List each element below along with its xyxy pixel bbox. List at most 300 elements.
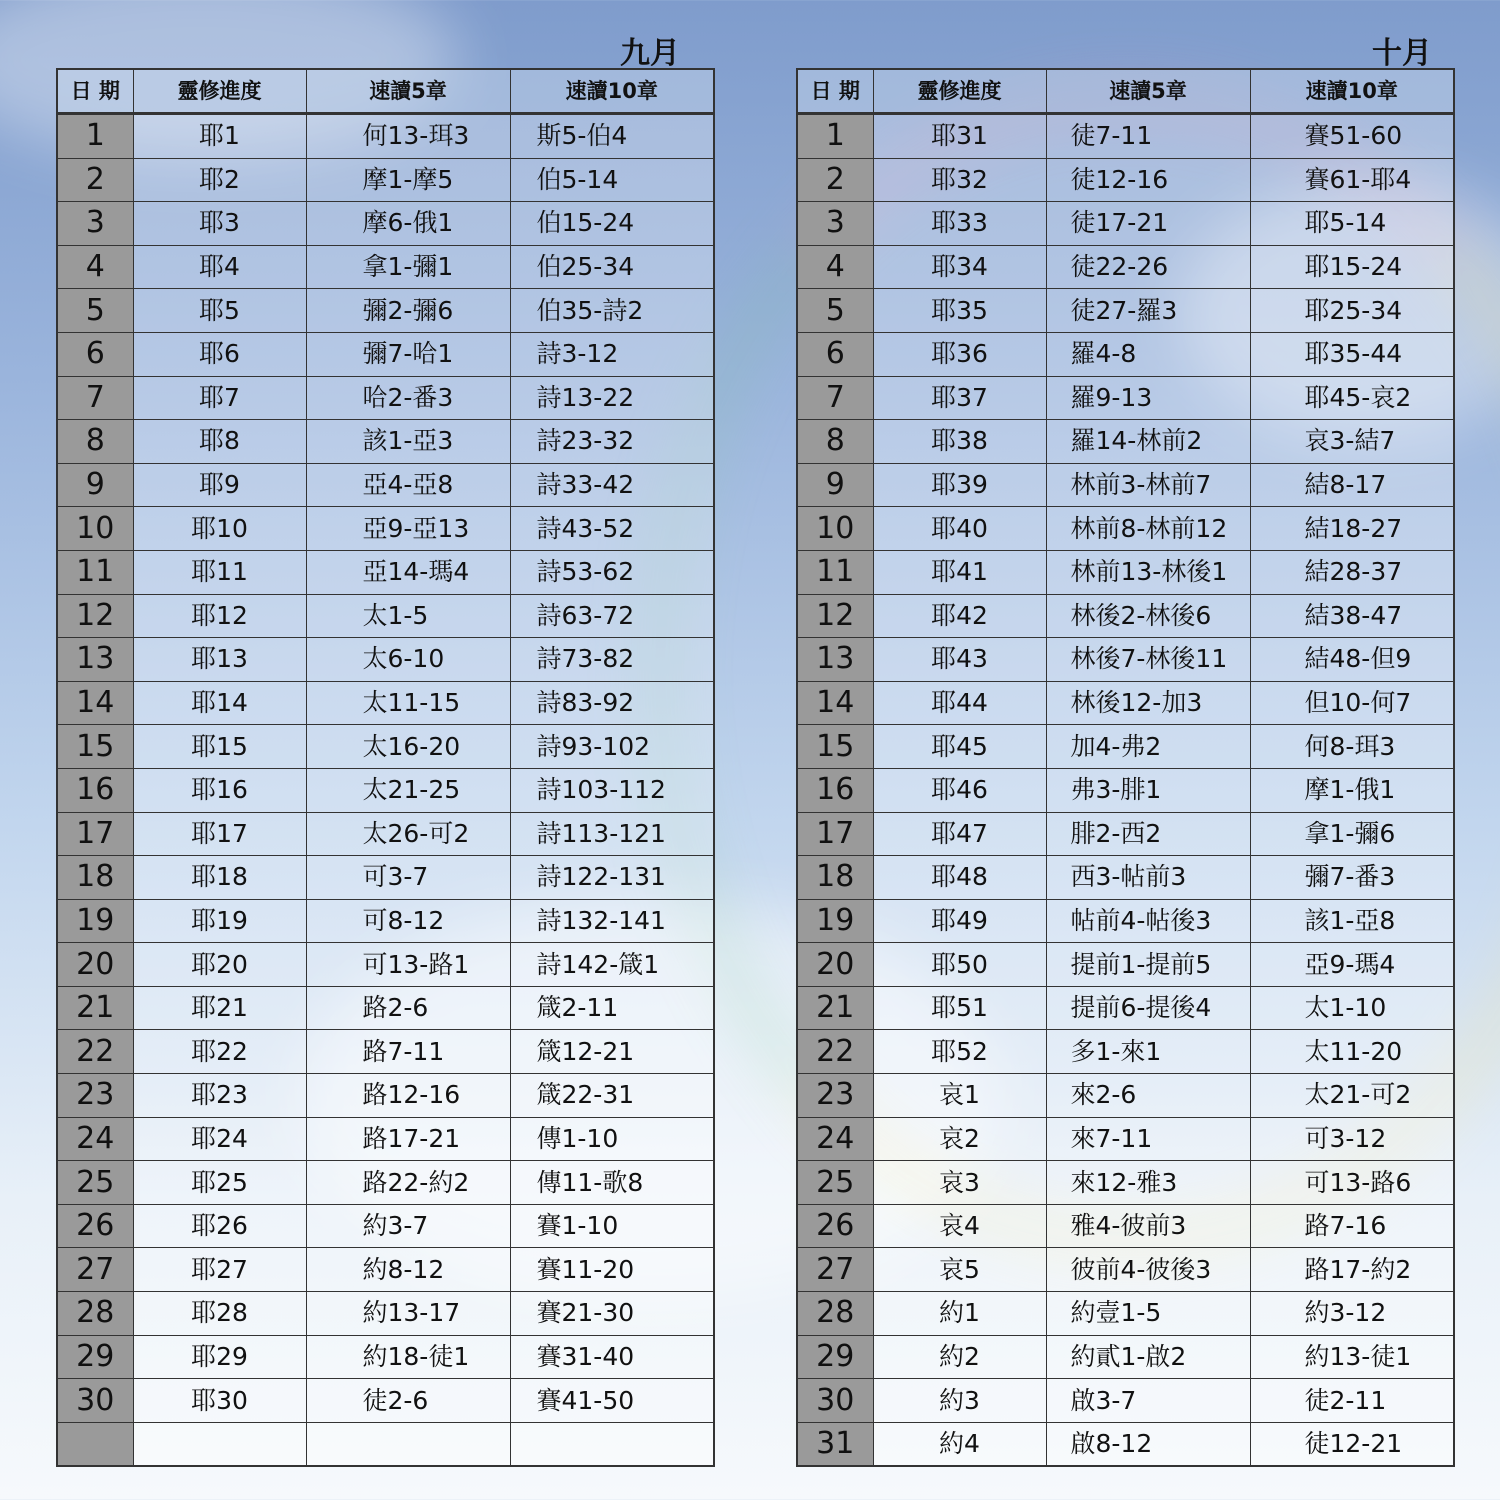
speed-read-5-cell: 太16-20	[306, 725, 510, 769]
speed-read-10-cell: 彌7-番3	[1250, 856, 1454, 900]
speed-read-10-cell: 詩73-82	[510, 638, 714, 682]
speed-read-5-cell: 亞14-瑪4	[306, 550, 510, 594]
day-cell: 4	[57, 245, 133, 289]
speed-read-10-cell: 斯5-伯4	[510, 114, 714, 159]
table-row	[797, 1117, 1454, 1161]
day-cell: 11	[797, 550, 873, 594]
table-row	[797, 1204, 1454, 1248]
day-cell: 6	[57, 332, 133, 376]
speed-read-10-cell: 結48-但9	[1250, 638, 1454, 682]
day-cell: 30	[57, 1379, 133, 1423]
speed-read-5-cell: 林後7-林後11	[1046, 638, 1250, 682]
speed-read-5-cell: 羅4-8	[1046, 332, 1250, 376]
table-row	[797, 158, 1454, 202]
table-row	[57, 943, 714, 987]
devotion-progress-cell: 耶26	[133, 1204, 306, 1248]
devotion-progress-cell: 耶36	[873, 332, 1046, 376]
speed-read-5-cell: 亞4-亞8	[306, 463, 510, 507]
table-row	[797, 1161, 1454, 1205]
day-cell: 29	[797, 1335, 873, 1379]
devotion-progress-cell: 耶7	[133, 376, 306, 420]
day-cell: 7	[57, 376, 133, 420]
day-cell: 20	[797, 943, 873, 987]
devotion-progress-cell: 耶43	[873, 638, 1046, 682]
day-cell: 7	[797, 376, 873, 420]
day-cell: 13	[57, 638, 133, 682]
speed-read-5-cell: 該1-亞3	[306, 420, 510, 464]
devotion-progress-cell	[133, 1422, 306, 1466]
devotion-progress-cell: 耶41	[873, 550, 1046, 594]
day-cell: 16	[57, 768, 133, 812]
speed-read-10-cell: 約3-12	[1250, 1292, 1454, 1336]
speed-read-10-cell: 傳11-歌8	[510, 1161, 714, 1205]
day-cell: 31	[797, 1422, 873, 1466]
day-cell: 1	[797, 114, 873, 159]
speed-read-5-cell: 可8-12	[306, 899, 510, 943]
devotion-progress-cell: 耶40	[873, 507, 1046, 551]
table-row	[57, 986, 714, 1030]
day-cell: 19	[57, 899, 133, 943]
day-cell: 14	[57, 681, 133, 725]
speed-read-10-cell: 約13-徒1	[1250, 1335, 1454, 1379]
devotion-progress-cell: 哀1	[873, 1074, 1046, 1118]
day-cell: 13	[797, 638, 873, 682]
september-title: 九月	[620, 36, 680, 71]
day-cell: 14	[797, 681, 873, 725]
devotion-progress-cell: 耶17	[133, 812, 306, 856]
table-row	[797, 986, 1454, 1030]
speed-read-10-cell: 何8-珥3	[1250, 725, 1454, 769]
speed-read-10-cell: 結28-37	[1250, 550, 1454, 594]
devotion-progress-cell: 耶49	[873, 899, 1046, 943]
speed-read-5-cell: 林前3-林前7	[1046, 463, 1250, 507]
devotion-progress-cell: 耶24	[133, 1117, 306, 1161]
table-row	[57, 856, 714, 900]
devotion-progress-cell: 耶30	[133, 1379, 306, 1423]
speed-read-5-cell: 路17-21	[306, 1117, 510, 1161]
speed-read-10-cell: 詩93-102	[510, 725, 714, 769]
speed-read-5-cell: 彌7-哈1	[306, 332, 510, 376]
speed-read-10-cell: 該1-亞8	[1250, 899, 1454, 943]
day-cell: 9	[57, 463, 133, 507]
speed-read-10-cell: 太21-可2	[1250, 1074, 1454, 1118]
devotion-progress-cell: 耶32	[873, 158, 1046, 202]
day-cell	[57, 1422, 133, 1466]
table-row	[57, 463, 714, 507]
devotion-progress-cell: 耶31	[873, 114, 1046, 159]
speed-read-10-cell: 賽51-60	[1250, 114, 1454, 159]
day-cell: 10	[57, 507, 133, 551]
table-row	[797, 768, 1454, 812]
speed-read-5-cell: 約壹1-5	[1046, 1292, 1250, 1336]
devotion-progress-cell: 耶29	[133, 1335, 306, 1379]
speed-read-10-cell: 徒12-21	[1250, 1422, 1454, 1466]
day-cell: 28	[57, 1292, 133, 1336]
devotion-progress-cell: 約3	[873, 1379, 1046, 1423]
devotion-progress-cell: 耶35	[873, 289, 1046, 333]
table-header-row	[797, 69, 1454, 114]
speed-read-10-cell: 賽11-20	[510, 1248, 714, 1292]
speed-read-5-cell: 來7-11	[1046, 1117, 1250, 1161]
day-cell: 21	[797, 986, 873, 1030]
speed-read-10-cell: 但10-何7	[1250, 681, 1454, 725]
speed-read-10-cell: 路17-約2	[1250, 1248, 1454, 1292]
devotion-progress-cell: 耶16	[133, 768, 306, 812]
day-cell: 29	[57, 1335, 133, 1379]
speed-read-5-cell: 可13-路1	[306, 943, 510, 987]
devotion-progress-cell: 約4	[873, 1422, 1046, 1466]
devotion-progress-cell: 耶1	[133, 114, 306, 159]
table-row	[797, 114, 1454, 159]
header-date: 日 期	[797, 69, 873, 114]
speed-read-5-cell: 路22-約2	[306, 1161, 510, 1205]
day-cell: 1	[57, 114, 133, 159]
day-cell: 24	[57, 1117, 133, 1161]
devotion-progress-cell: 耶52	[873, 1030, 1046, 1074]
speed-read-10-cell: 箴22-31	[510, 1074, 714, 1118]
devotion-progress-cell: 約1	[873, 1292, 1046, 1336]
table-row	[797, 420, 1454, 464]
devotion-progress-cell: 耶11	[133, 550, 306, 594]
devotion-progress-cell: 耶46	[873, 768, 1046, 812]
day-cell: 15	[57, 725, 133, 769]
speed-read-5-cell: 啟8-12	[1046, 1422, 1250, 1466]
speed-read-5-cell: 約13-17	[306, 1292, 510, 1336]
devotion-progress-cell: 耶51	[873, 986, 1046, 1030]
speed-read-5-cell: 路2-6	[306, 986, 510, 1030]
devotion-progress-cell: 耶22	[133, 1030, 306, 1074]
day-cell: 15	[797, 725, 873, 769]
speed-read-5-cell: 林前13-林後1	[1046, 550, 1250, 594]
table-row	[57, 420, 714, 464]
devotion-progress-cell: 耶23	[133, 1074, 306, 1118]
speed-read-10-cell: 箴12-21	[510, 1030, 714, 1074]
table-row	[797, 245, 1454, 289]
speed-read-10-cell: 可3-12	[1250, 1117, 1454, 1161]
speed-read-5-cell: 羅9-13	[1046, 376, 1250, 420]
devotion-progress-cell: 耶6	[133, 332, 306, 376]
devotion-progress-cell: 哀3	[873, 1161, 1046, 1205]
table-row	[797, 463, 1454, 507]
day-cell: 24	[797, 1117, 873, 1161]
speed-read-5-cell: 徒22-26	[1046, 245, 1250, 289]
speed-read-5-cell	[306, 1422, 510, 1466]
devotion-progress-cell: 哀4	[873, 1204, 1046, 1248]
speed-read-10-cell: 詩132-141	[510, 899, 714, 943]
table-row	[797, 812, 1454, 856]
speed-read-10-cell: 詩142-箴1	[510, 943, 714, 987]
speed-read-10-cell: 伯35-詩2	[510, 289, 714, 333]
speed-read-10-cell: 詩43-52	[510, 507, 714, 551]
speed-read-10-cell: 耶45-哀2	[1250, 376, 1454, 420]
speed-read-10-cell: 太1-10	[1250, 986, 1454, 1030]
table-row	[57, 681, 714, 725]
devotion-progress-cell: 哀5	[873, 1248, 1046, 1292]
speed-read-5-cell: 路12-16	[306, 1074, 510, 1118]
speed-read-10-cell: 詩3-12	[510, 332, 714, 376]
table-row	[57, 1161, 714, 1205]
table-row	[57, 768, 714, 812]
speed-read-5-cell: 彌2-彌6	[306, 289, 510, 333]
day-cell: 16	[797, 768, 873, 812]
speed-read-10-cell: 結38-47	[1250, 594, 1454, 638]
header-devotion-progress: 靈修進度	[133, 69, 306, 114]
devotion-progress-cell: 耶19	[133, 899, 306, 943]
devotion-progress-cell: 耶20	[133, 943, 306, 987]
table-row	[797, 1335, 1454, 1379]
table-row	[57, 1074, 714, 1118]
day-cell: 3	[797, 202, 873, 246]
speed-read-10-cell: 伯25-34	[510, 245, 714, 289]
day-cell: 17	[57, 812, 133, 856]
speed-read-10-cell: 賽41-50	[510, 1379, 714, 1423]
devotion-progress-cell: 耶2	[133, 158, 306, 202]
devotion-progress-cell: 耶15	[133, 725, 306, 769]
header-speed-read-10: 速讀10章	[510, 69, 714, 114]
day-cell: 26	[57, 1204, 133, 1248]
day-cell: 11	[57, 550, 133, 594]
devotion-progress-cell: 耶45	[873, 725, 1046, 769]
table-row	[57, 812, 714, 856]
table-row	[57, 289, 714, 333]
table-row	[797, 376, 1454, 420]
header-date: 日 期	[57, 69, 133, 114]
devotion-progress-cell: 耶21	[133, 986, 306, 1030]
speed-read-5-cell: 提前1-提前5	[1046, 943, 1250, 987]
speed-read-5-cell: 徒7-11	[1046, 114, 1250, 159]
table-row	[797, 1074, 1454, 1118]
day-cell: 18	[57, 856, 133, 900]
day-cell: 28	[797, 1292, 873, 1336]
day-cell: 12	[57, 594, 133, 638]
speed-read-10-cell: 賽61-耶4	[1250, 158, 1454, 202]
table-row	[797, 638, 1454, 682]
speed-read-5-cell: 太21-25	[306, 768, 510, 812]
day-cell: 8	[797, 420, 873, 464]
devotion-progress-cell: 耶12	[133, 594, 306, 638]
speed-read-10-cell: 詩63-72	[510, 594, 714, 638]
speed-read-5-cell: 提前6-提後4	[1046, 986, 1250, 1030]
table-row	[797, 332, 1454, 376]
speed-read-10-cell: 結8-17	[1250, 463, 1454, 507]
day-cell: 19	[797, 899, 873, 943]
table-row	[57, 899, 714, 943]
table-header-row	[57, 69, 714, 114]
day-cell: 4	[797, 245, 873, 289]
table-row	[797, 943, 1454, 987]
devotion-progress-cell: 耶48	[873, 856, 1046, 900]
speed-read-5-cell: 摩6-俄1	[306, 202, 510, 246]
speed-read-5-cell: 何13-珥3	[306, 114, 510, 159]
day-cell: 30	[797, 1379, 873, 1423]
speed-read-5-cell: 腓2-西2	[1046, 812, 1250, 856]
header-speed-read-10: 速讀10章	[1250, 69, 1454, 114]
speed-read-10-cell: 耶15-24	[1250, 245, 1454, 289]
speed-read-10-cell: 詩23-32	[510, 420, 714, 464]
speed-read-10-cell: 耶35-44	[1250, 332, 1454, 376]
speed-read-5-cell: 摩1-摩5	[306, 158, 510, 202]
table-row	[57, 1117, 714, 1161]
table-row	[57, 1422, 714, 1466]
devotion-progress-cell: 耶3	[133, 202, 306, 246]
speed-read-5-cell: 羅14-林前2	[1046, 420, 1250, 464]
devotion-progress-cell: 耶25	[133, 1161, 306, 1205]
speed-read-5-cell: 徒2-6	[306, 1379, 510, 1423]
table-row	[57, 507, 714, 551]
devotion-progress-cell: 耶28	[133, 1292, 306, 1336]
speed-read-10-cell: 徒2-11	[1250, 1379, 1454, 1423]
day-cell: 26	[797, 1204, 873, 1248]
table-row	[57, 245, 714, 289]
speed-read-10-cell	[510, 1422, 714, 1466]
speed-read-10-cell: 伯5-14	[510, 158, 714, 202]
devotion-progress-cell: 耶5	[133, 289, 306, 333]
speed-read-10-cell: 結18-27	[1250, 507, 1454, 551]
table-row	[797, 1248, 1454, 1292]
day-cell: 8	[57, 420, 133, 464]
speed-read-5-cell: 約貳1-啟2	[1046, 1335, 1250, 1379]
devotion-progress-cell: 耶14	[133, 681, 306, 725]
table-row	[797, 507, 1454, 551]
speed-read-5-cell: 啟3-7	[1046, 1379, 1250, 1423]
speed-read-10-cell: 詩33-42	[510, 463, 714, 507]
speed-read-5-cell: 太11-15	[306, 681, 510, 725]
devotion-progress-cell: 耶47	[873, 812, 1046, 856]
table-row	[57, 1292, 714, 1336]
speed-read-5-cell: 帖前4-帖後3	[1046, 899, 1250, 943]
devotion-progress-cell: 耶50	[873, 943, 1046, 987]
speed-read-5-cell: 弗3-腓1	[1046, 768, 1250, 812]
speed-read-5-cell: 哈2-番3	[306, 376, 510, 420]
day-cell: 10	[797, 507, 873, 551]
day-cell: 25	[797, 1161, 873, 1205]
devotion-progress-cell: 耶9	[133, 463, 306, 507]
speed-read-5-cell: 林後2-林後6	[1046, 594, 1250, 638]
table-row	[57, 114, 714, 159]
day-cell: 2	[797, 158, 873, 202]
speed-read-10-cell: 賽31-40	[510, 1335, 714, 1379]
speed-read-5-cell: 約8-12	[306, 1248, 510, 1292]
devotion-progress-cell: 耶38	[873, 420, 1046, 464]
speed-read-5-cell: 太6-10	[306, 638, 510, 682]
speed-read-10-cell: 耶5-14	[1250, 202, 1454, 246]
table-row	[797, 681, 1454, 725]
speed-read-10-cell: 太11-20	[1250, 1030, 1454, 1074]
devotion-progress-cell: 約2	[873, 1335, 1046, 1379]
day-cell: 12	[797, 594, 873, 638]
devotion-progress-cell: 耶44	[873, 681, 1046, 725]
speed-read-10-cell: 亞9-瑪4	[1250, 943, 1454, 987]
table-row	[57, 1379, 714, 1423]
day-cell: 5	[57, 289, 133, 333]
september-schedule-table	[56, 68, 715, 1467]
speed-read-5-cell: 雅4-彼前3	[1046, 1204, 1250, 1248]
speed-read-10-cell: 詩83-92	[510, 681, 714, 725]
october-title: 十月	[1372, 36, 1432, 71]
table-row	[797, 856, 1454, 900]
devotion-progress-cell: 耶42	[873, 594, 1046, 638]
day-cell: 5	[797, 289, 873, 333]
day-cell: 22	[797, 1030, 873, 1074]
october-schedule-table	[796, 68, 1455, 1467]
devotion-progress-cell: 耶34	[873, 245, 1046, 289]
speed-read-10-cell: 賽21-30	[510, 1292, 714, 1336]
table-row	[57, 594, 714, 638]
day-cell: 9	[797, 463, 873, 507]
table-row	[57, 332, 714, 376]
speed-read-5-cell: 林前8-林前12	[1046, 507, 1250, 551]
speed-read-10-cell: 詩103-112	[510, 768, 714, 812]
devotion-progress-cell: 耶37	[873, 376, 1046, 420]
speed-read-10-cell: 耶25-34	[1250, 289, 1454, 333]
devotion-progress-cell: 耶39	[873, 463, 1046, 507]
table-row	[797, 550, 1454, 594]
speed-read-5-cell: 多1-來1	[1046, 1030, 1250, 1074]
speed-read-5-cell: 徒12-16	[1046, 158, 1250, 202]
speed-read-10-cell: 箴2-11	[510, 986, 714, 1030]
table-row	[57, 158, 714, 202]
devotion-progress-cell: 哀2	[873, 1117, 1046, 1161]
speed-read-10-cell: 伯15-24	[510, 202, 714, 246]
speed-read-5-cell: 約3-7	[306, 1204, 510, 1248]
speed-read-5-cell: 徒17-21	[1046, 202, 1250, 246]
speed-read-5-cell: 徒27-羅3	[1046, 289, 1250, 333]
speed-read-5-cell: 加4-弗2	[1046, 725, 1250, 769]
devotion-progress-cell: 耶18	[133, 856, 306, 900]
speed-read-5-cell: 林後12-加3	[1046, 681, 1250, 725]
day-cell: 2	[57, 158, 133, 202]
devotion-progress-cell: 耶27	[133, 1248, 306, 1292]
header-speed-read-5: 速讀5章	[306, 69, 510, 114]
table-row	[797, 1292, 1454, 1336]
day-cell: 20	[57, 943, 133, 987]
speed-read-5-cell: 路7-11	[306, 1030, 510, 1074]
speed-read-5-cell: 亞9-亞13	[306, 507, 510, 551]
day-cell: 17	[797, 812, 873, 856]
speed-read-10-cell: 路7-16	[1250, 1204, 1454, 1248]
day-cell: 23	[57, 1074, 133, 1118]
speed-read-5-cell: 西3-帖前3	[1046, 856, 1250, 900]
table-row	[797, 594, 1454, 638]
speed-read-10-cell: 詩53-62	[510, 550, 714, 594]
table-row	[797, 725, 1454, 769]
speed-read-5-cell: 太1-5	[306, 594, 510, 638]
speed-read-10-cell: 詩113-121	[510, 812, 714, 856]
day-cell: 3	[57, 202, 133, 246]
day-cell: 27	[797, 1248, 873, 1292]
table-row	[57, 1248, 714, 1292]
table-row	[57, 1030, 714, 1074]
devotion-progress-cell: 耶13	[133, 638, 306, 682]
day-cell: 27	[57, 1248, 133, 1292]
speed-read-10-cell: 可13-路6	[1250, 1161, 1454, 1205]
table-row	[57, 550, 714, 594]
speed-read-5-cell: 太26-可2	[306, 812, 510, 856]
table-row	[797, 289, 1454, 333]
speed-read-10-cell: 哀3-結7	[1250, 420, 1454, 464]
day-cell: 6	[797, 332, 873, 376]
speed-read-10-cell: 詩13-22	[510, 376, 714, 420]
speed-read-5-cell: 可3-7	[306, 856, 510, 900]
speed-read-10-cell: 詩122-131	[510, 856, 714, 900]
devotion-progress-cell: 耶4	[133, 245, 306, 289]
table-row	[57, 725, 714, 769]
day-cell: 22	[57, 1030, 133, 1074]
table-row	[57, 638, 714, 682]
devotion-progress-cell: 耶8	[133, 420, 306, 464]
speed-read-10-cell: 賽1-10	[510, 1204, 714, 1248]
table-row	[797, 1422, 1454, 1466]
